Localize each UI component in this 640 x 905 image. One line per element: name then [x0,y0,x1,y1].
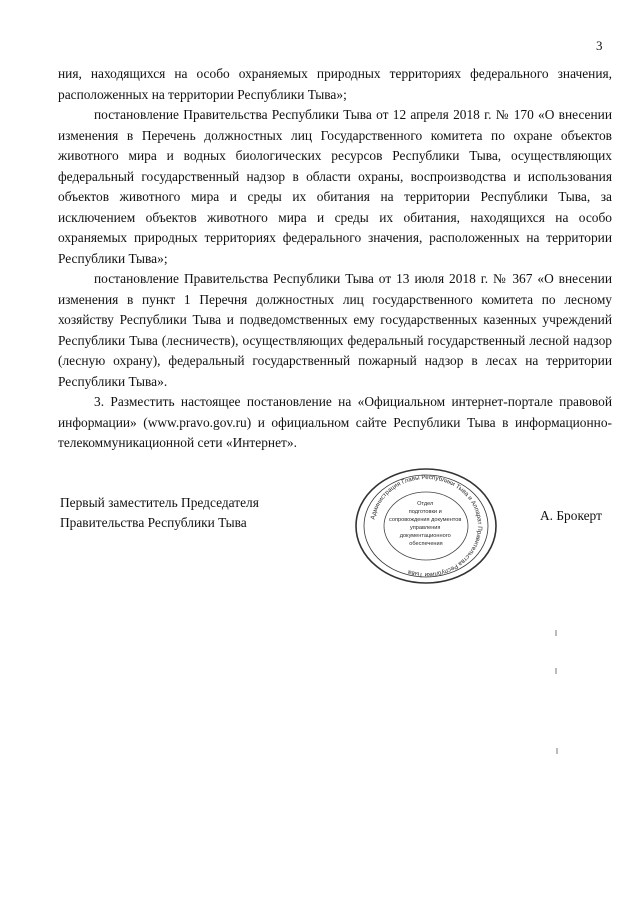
official-seal [352,466,500,586]
signer-name: А. Брокерт [540,508,602,523]
paragraph-resolution-170: постановление Правительства Республики Тыва от 12 апреля 2018 г. № 170 «О внесении изменения в Перечень должностных лиц Государственного комитета по охране объектов животного мира и водных биологических ресурсов Республики Тыва, осуществляющих федеральный государственный надзор в области охраны, воспроизводства и использования объектов животного мира и среды их обитания на территории Республики Тыва, за исключением объектов животного мира и среды их обитания, находящихся на особо охраняемых природных территориях федерального значения, расположенных на территории Республики Тыва»; [58,107,612,266]
signatory-title-line-2: Правительства Республики Тыва [60,515,247,530]
signatory-title [60,493,259,533]
paragraph-item-3: 3. Разместить настоящее постановление на «Официальном интернет-портале правовой информации» (www.pravo.gov.ru) и официальном сайте Республики Тыва в информационно-телекоммуникационной сети «Интернет». [58,394,612,450]
paragraph-continuation: ния, находящихся на особо охраняемых природных территориях федерального значения, расположенных на территории Республики Тыва»; [58,66,612,102]
signatory-title-line-1: Первый заместитель Председателя [60,495,259,510]
paragraph-resolution-367: постановление Правительства Республики Тыва от 13 июля 2018 г. № 367 «О внесении изменения в пункт 1 Перечня должностных лиц государственного комитета по лесному хозяйству Республики Тыва и подведомственных ему государственных казенных учреждений Республики Тыва (лесничеств), осуществляющих федеральный государственный лесной надзор (лесную охрану), федеральный государственный пожарный надзор в лесах на территории Республики Тыва». [58,271,612,389]
scan-artifact [556,748,558,754]
seal-ring-text: Администрация Главы Республики Тыва и Аппарат Правительства Республики Тыва [369,473,484,579]
page-number: 3 [596,38,603,53]
official-seal-graphic [352,466,500,586]
scan-artifact [555,630,557,636]
document-body [58,64,612,454]
seal-center-text: Отдел подготовки и сопровождения документов управления документационного обеспечения [389,501,462,547]
scan-artifact [555,668,557,674]
